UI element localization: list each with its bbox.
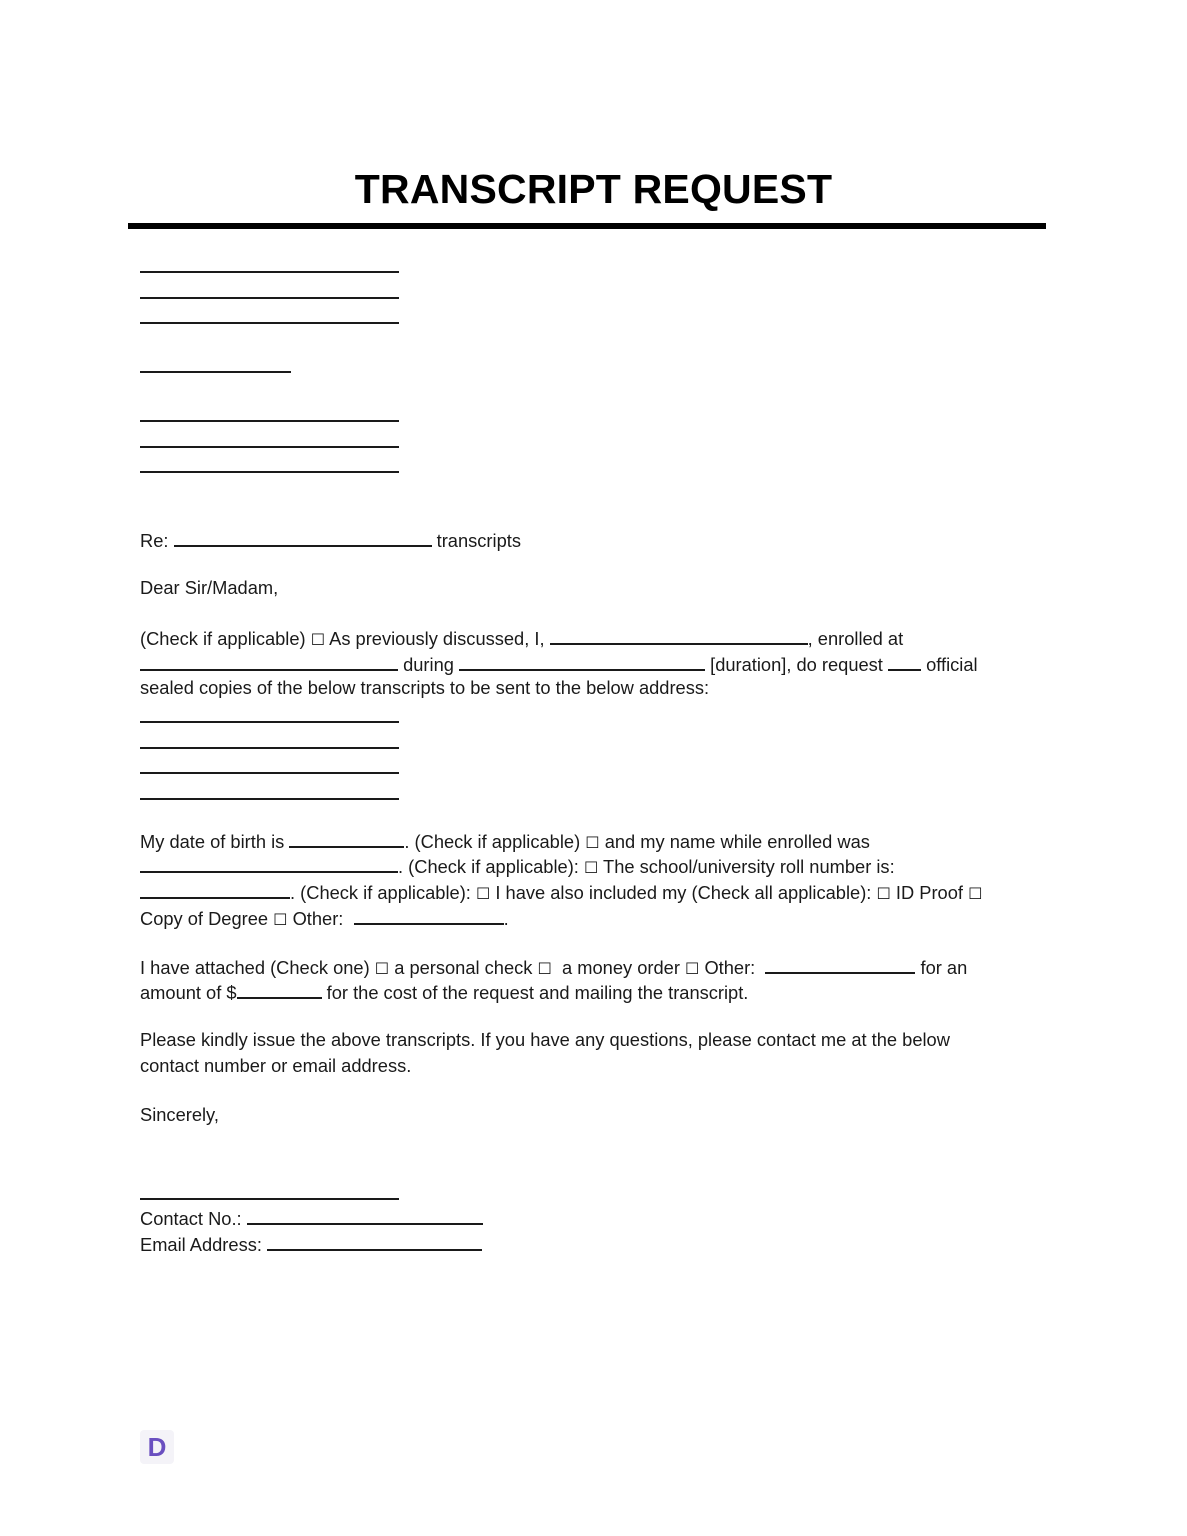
checkbox-other-document[interactable]: ☐ [273,910,288,929]
re-blank[interactable] [174,528,432,547]
re-line [140,528,521,552]
para1-line1 [140,626,903,651]
duration-blank[interactable] [459,652,705,671]
brand-logo-icon: D [140,1430,174,1464]
para1-text: during [403,654,454,675]
email-line [140,1232,482,1256]
title-rule [128,223,1046,229]
para2-text: Other: [292,908,344,929]
checkbox-roll-number[interactable]: ☐ [583,858,599,877]
school-blank[interactable] [140,652,398,671]
para2-line3 [140,880,982,905]
date-line[interactable] [140,371,291,373]
salutation: Dear Sir/Madam, [140,577,279,598]
checkbox-former-name[interactable]: ☐ [585,833,600,852]
recipient-address-line-1[interactable] [140,420,399,422]
recipient-address-line-3[interactable] [140,471,399,473]
para3-text: Other: [704,957,756,978]
document-title: TRANSCRIPT REQUEST [354,166,833,212]
para2-line1 [140,829,870,854]
para2-text: . (Check if applicable) [404,831,581,852]
para2-text: . (Check if applicable): [290,882,471,903]
para3-text: I have attached (Check one) [140,957,370,978]
para2-text: . [503,908,509,929]
checkbox-id-proof[interactable]: ☐ [876,884,891,903]
para1-text: (Check if applicable) [140,628,306,649]
para2-text: . (Check if applicable): [398,856,579,877]
checkbox-copy-of-degree[interactable]: ☐ [968,884,983,903]
checkbox-other-payment[interactable]: ☐ [685,959,700,978]
other-payment-blank[interactable] [765,955,915,974]
para1-text: [duration], do request [710,654,883,675]
destination-address-line-2[interactable] [140,747,399,749]
para2-line4 [140,906,509,931]
email-label: Email Address: [140,1234,262,1255]
para2-text: My date of birth is [140,831,285,852]
copies-blank[interactable] [888,652,921,671]
amount-blank[interactable] [237,980,322,999]
checkbox-included-documents[interactable]: ☐ [475,884,491,903]
checkbox-personal-check[interactable]: ☐ [374,959,390,978]
other-document-blank[interactable] [354,906,504,925]
para2-text: Copy of Degree [140,908,269,929]
para1-line2 [140,652,978,676]
recipient-address-line-2[interactable] [140,446,399,448]
former-name-blank[interactable] [140,854,398,873]
destination-address-line-1[interactable] [140,721,399,723]
para3-text: a money order [562,957,680,978]
para3-text: amount of $ [140,982,237,1003]
para3-line1 [140,955,967,980]
para3-text: for an [920,957,968,978]
name-blank[interactable] [550,626,808,645]
email-blank[interactable] [267,1232,482,1251]
para1-text: official [926,654,978,675]
dob-blank[interactable] [289,829,404,848]
para1-text: , enrolled at [807,628,904,649]
checkbox-previously-discussed[interactable]: ☐ [310,630,326,649]
destination-address-line-3[interactable] [140,772,399,774]
para3-text: a personal check [394,957,533,978]
checkbox-money-order[interactable]: ☐ [537,959,552,978]
para1-line3: sealed copies of the below transcripts to be sent to the below address: [140,677,710,698]
para3-line2 [140,980,748,1004]
closing: Sincerely, [140,1104,219,1125]
contact-number-line [140,1206,483,1230]
para4-line1: Please kindly issue the above transcripts. If you have any questions, please contact me at the below [140,1029,950,1050]
para2-text: The school/university roll number is: [603,856,895,877]
destination-address-line-4[interactable] [140,798,399,800]
para4-line2: contact number or email address. [140,1055,412,1076]
para2-line2 [140,854,895,879]
sender-address-line-2[interactable] [140,297,399,299]
roll-number-blank[interactable] [140,880,290,899]
para2-text: I have also included my (Check all applicable): [495,882,872,903]
para2-text: and my name while enrolled was [604,831,870,852]
para2-text: ID Proof [895,882,963,903]
contact-number-blank[interactable] [247,1206,483,1225]
re-suffix: transcripts [436,530,521,551]
re-label: Re: [140,530,169,551]
para3-text: for the cost of the request and mailing the transcript. [326,982,749,1003]
para1-text: As previously discussed, I, [329,628,545,649]
sender-address-line-3[interactable] [140,322,399,324]
contact-label: Contact No.: [140,1208,242,1229]
sender-address-line-1[interactable] [140,271,399,273]
signature-line[interactable] [140,1198,399,1200]
